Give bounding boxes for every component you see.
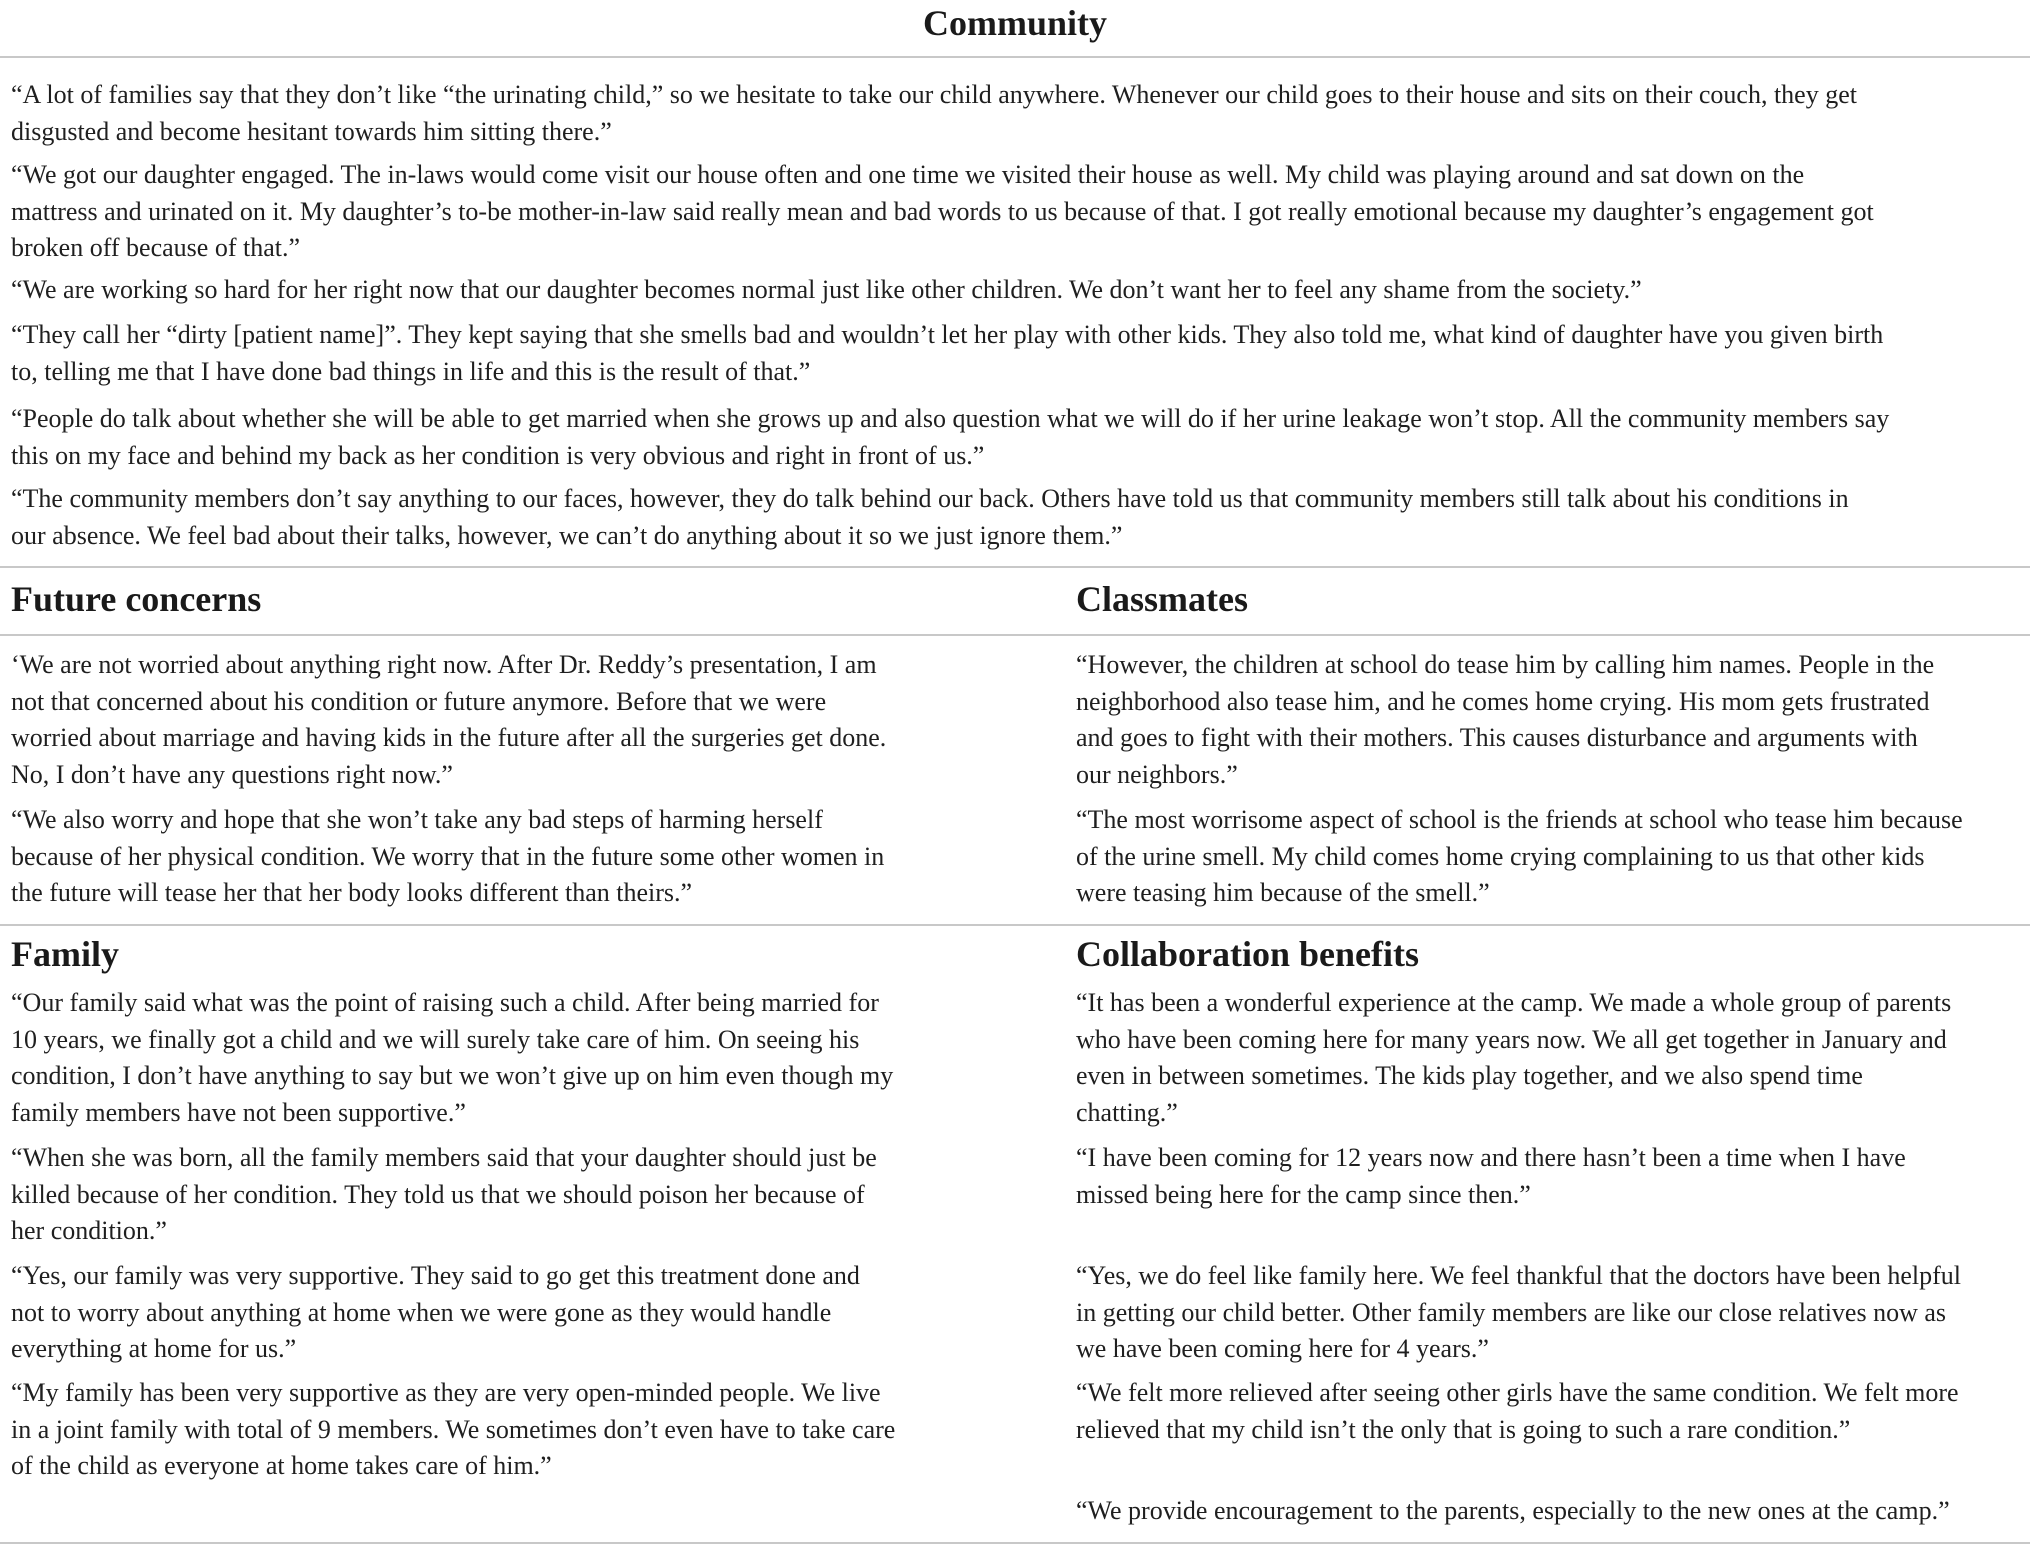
family-quote-4: “My family has been very supportive as they are very open-minded people. We live in a joint family with total of 9 members. We sometimes don’t even have to take care of the child as everyone at home takes care of him.” xyxy=(11,1378,896,1481)
table-bottom-rule xyxy=(0,1542,2030,1544)
community-quote-3: “We are working so hard for her right now that our daughter becomes normal just like other children. We don’t want her to feel any shame from the society.” xyxy=(11,275,1642,304)
future-concerns-heading: Future concerns xyxy=(11,579,262,619)
family-quote-1: “Our family said what was the point of raising such a child. After being married for 10 years, we finally got a child and we will surely take care of him. On seeing his condition, I don’t have anything to say but we won’t give up on him even though my family members have not been supportive.” xyxy=(11,988,894,1127)
community-quote-6: “The community members don’t say anything to our faces, however, they do talk behind our back. Others have told us that community members still talk about his conditions in our absence. We feel bad about their talks, however, we can’t do anything about it so we just ignore them.” xyxy=(11,484,1849,550)
future-concerns-quote-2: “We also worry and hope that she won’t take any bad steps of harming herself because of her physical condition. We worry that in the future some other women in the future will tease her that her body looks different than theirs.” xyxy=(11,805,885,908)
family-quote-2: “When she was born, all the family members said that your daughter should just be killed because of her condition. They told us that we should poison her because of her condition.” xyxy=(11,1143,877,1246)
collaboration-quote-2: “I have been coming for 12 years now and there hasn’t been a time when I have missed being here for the camp since then.” xyxy=(1076,1143,1906,1209)
collaboration-quote-5: “We provide encouragement to the parents, especially to the new ones at the camp.” xyxy=(1076,1496,1950,1525)
section-divider-1 xyxy=(0,566,2030,568)
classmates-quote-2: “The most worrisome aspect of school is the friends at school who tease him because of the urine smell. My child comes home crying complaining to us that other kids were teasing him because of the smell.” xyxy=(1076,805,1963,908)
collaboration-quote-1: “It has been a wonderful experience at the camp. We made a whole group of parents who have been coming here for many years now. We all get together in January and even in between sometimes. The kids play together, and we also spend time chatting.” xyxy=(1076,988,1952,1127)
future-concerns-quote-1: ‘We are not worried about anything right now. After Dr. Reddy’s presentation, I am not that concerned about his condition or future anymore. Before that we were worried about marriage and having kids in the future after all the surgeries get done. No, I don’t have any questions right now.” xyxy=(11,650,887,789)
community-heading: Community xyxy=(922,3,1107,43)
community-quote-5: “People do talk about whether she will be able to get married when she grows up and also question what we will do if her urine leakage won’t stop. All the community members say this on my face and behind my back as her condition is very obvious and right in front of us.” xyxy=(11,404,1890,470)
classmates-heading: Classmates xyxy=(1076,579,1248,619)
classmates-quote-1: “However, the children at school do tease him by calling him names. People in the neighborhood also tease him, and he comes home crying. His mom gets frustrated and goes to fight with their mothers. This causes disturbance and arguments with our neighbors.” xyxy=(1076,650,1935,789)
subheading-rule xyxy=(0,634,2030,636)
community-quote-2: “We got our daughter engaged. The in-laws would come visit our house often and one time we visited their house as well. My child was playing around and sat down on the mattress and urinated on it. My daughter’s to-be mother-in-law said really mean and bad words to us because of that. I got really emotional because my daughter’s engagement got broken off because of that.” xyxy=(11,160,1874,263)
community-quote-1: “A lot of families say that they don’t like “the urinating child,” so we hesitate to take our child anywhere. Whenever our child goes to their house and sits on their couch, they get disgusted and become hesitant towards him sitting there.” xyxy=(11,80,1857,146)
community-quote-4: “They call her “dirty [patient name]”. They kept saying that she smells bad and wouldn’t let her play with other kids. They also told me, what kind of daughter have you given birth to, telling me that I have done bad things in life and this is the result of that.” xyxy=(11,320,1884,386)
section-divider-2 xyxy=(0,924,2030,926)
family-quote-3: “Yes, our family was very supportive. They said to go get this treatment done and not to worry about anything at home when we were gone as they would handle everything at home for us.” xyxy=(11,1261,860,1364)
family-heading: Family xyxy=(11,934,119,974)
collaboration-quote-3: “Yes, we do feel like family here. We feel thankful that the doctors have been helpful in getting our child better. Other family members are like our close relatives now as we have been coming here for 4 years.” xyxy=(1076,1261,1961,1364)
community-heading-rule xyxy=(0,56,2030,58)
collaboration-benefits-heading: Collaboration benefits xyxy=(1076,934,1420,974)
collaboration-quote-4: “We felt more relieved after seeing other girls have the same condition. We felt more relieved that my child isn’t the only that is going to such a rare condition.” xyxy=(1076,1378,1959,1444)
